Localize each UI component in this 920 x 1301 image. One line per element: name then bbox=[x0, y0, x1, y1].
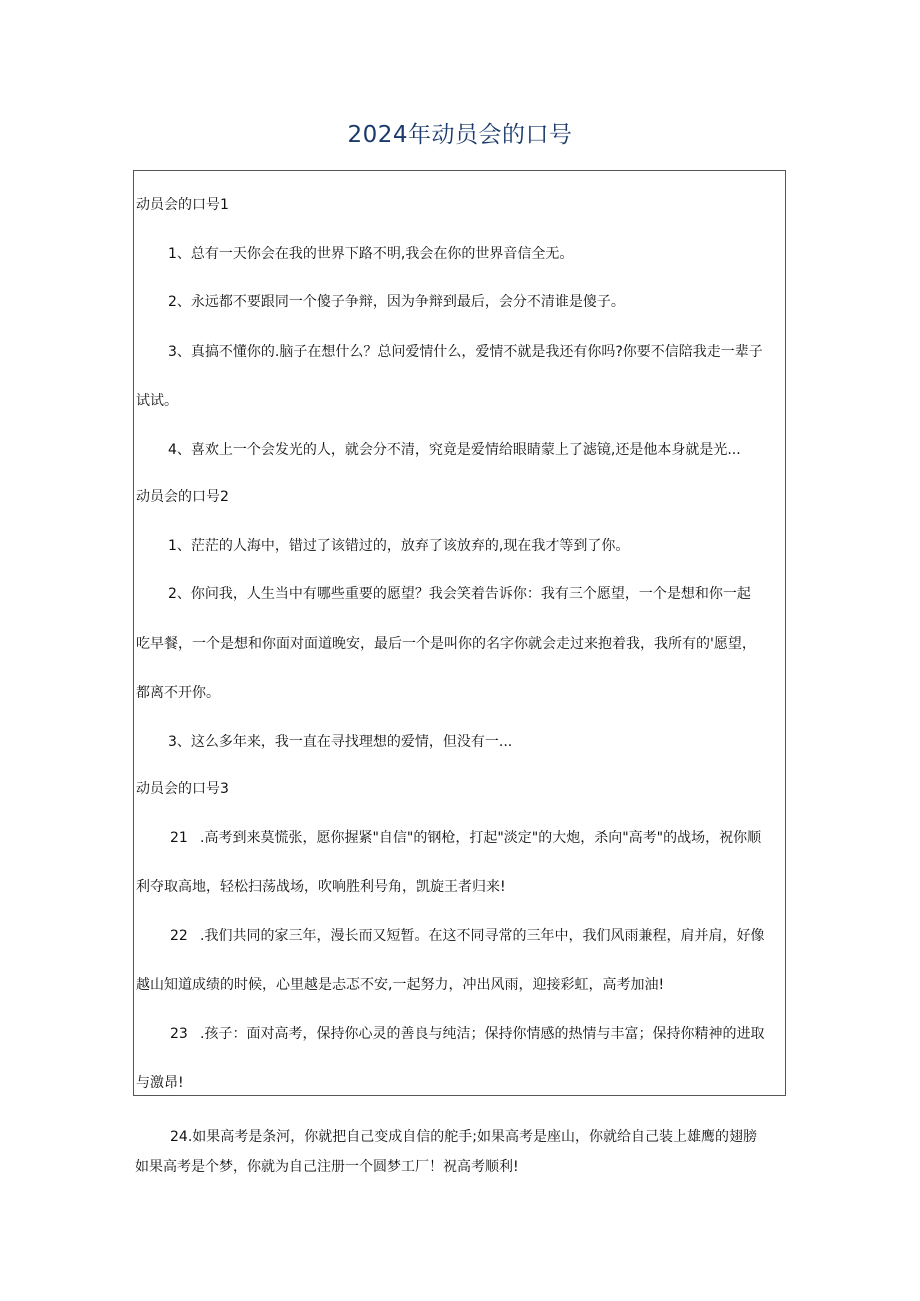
s3-item-23-line-1: .孩子：面对高考，保持你心灵的善良与纯洁；保持你情感的热情与丰富；保持你精神的进取 bbox=[200, 1026, 765, 1042]
item-24-line-2: 如果高考是个梦，你就为自己注册一个圆梦工厂！祝高考顺利! bbox=[135, 1159, 519, 1175]
s1-item-3-line-1: 3、真搞不懂你的.脑子在想什么？总问爱情什么，爱情不就是我还有你吗?你要不信陪我走一辈子 bbox=[168, 344, 763, 360]
section-heading-2: 动员会的口号2 bbox=[136, 489, 229, 505]
s3-item-23-number: 23 bbox=[170, 1026, 188, 1042]
s1-item-4: 4、喜欢上一个会发光的人，就会分不清，究竟是爱情给眼睛蒙上了滤镜,还是他本身就是光... bbox=[168, 442, 741, 458]
s3-item-21-line-2: 利夺取高地，轻松扫荡战场，吹响胜利号角，凯旋王者归来! bbox=[136, 879, 506, 895]
s1-item-1: 1、总有一天你会在我的世界下路不明,我会在你的世界音信全无。 bbox=[168, 246, 574, 262]
s2-item-2-line-3: 都离不开你。 bbox=[136, 685, 220, 701]
section-heading-1: 动员会的口号1 bbox=[136, 197, 229, 213]
s2-item-3: 3、这么多年来，我一直在寻找理想的爱情，但没有一... bbox=[168, 734, 513, 750]
item-24-line-1: 24.如果高考是条河，你就把自己变成自信的舵手;如果高考是座山，你就给自己装上雄鹰的翅膀 bbox=[170, 1129, 757, 1145]
page-title: 2024年动员会的口号 bbox=[347, 122, 573, 148]
s3-item-21-number: 21 bbox=[170, 830, 188, 846]
s3-item-23-line-2: 与激昂! bbox=[136, 1075, 184, 1091]
s2-item-2-line-1: 2、你问我，人生当中有哪些重要的愿望？我会笑着告诉你：我有三个愿望，一个是想和你一起 bbox=[168, 586, 751, 602]
s1-item-2: 2、永远都不要跟同一个傻子争辩，因为争辩到最后，会分不清谁是傻子。 bbox=[168, 294, 625, 310]
s1-item-3-line-2: 试试。 bbox=[136, 393, 178, 409]
s2-item-1: 1、茫茫的人海中，错过了该错过的，放弃了该放弃的,现在我才等到了你。 bbox=[168, 538, 630, 554]
s3-item-22-number: 22 bbox=[170, 928, 188, 944]
s2-item-2-line-2: 吃早餐，一个是想和你面对面道晚安，最后一个是叫你的名字你就会走过来抱着我，我所有的'愿望， bbox=[136, 636, 756, 652]
s3-item-22-line-2: 越山知道成绩的时候，心里越是忐忑不安,一起努力，冲出风雨，迎接彩虹，高考加油! bbox=[136, 977, 665, 993]
s3-item-22-line-1: .我们共同的家三年，漫长而又短暂。在这不同寻常的三年中，我们风雨兼程，肩并肩，好像 bbox=[200, 928, 765, 944]
section-heading-3: 动员会的口号3 bbox=[136, 781, 229, 797]
s3-item-21-line-1: .高考到来莫慌张，愿你握紧"自信"的钢枪，打起"淡定"的大炮，杀向"高考"的战场，祝你顺 bbox=[200, 830, 762, 846]
slogan-box bbox=[133, 170, 786, 1096]
